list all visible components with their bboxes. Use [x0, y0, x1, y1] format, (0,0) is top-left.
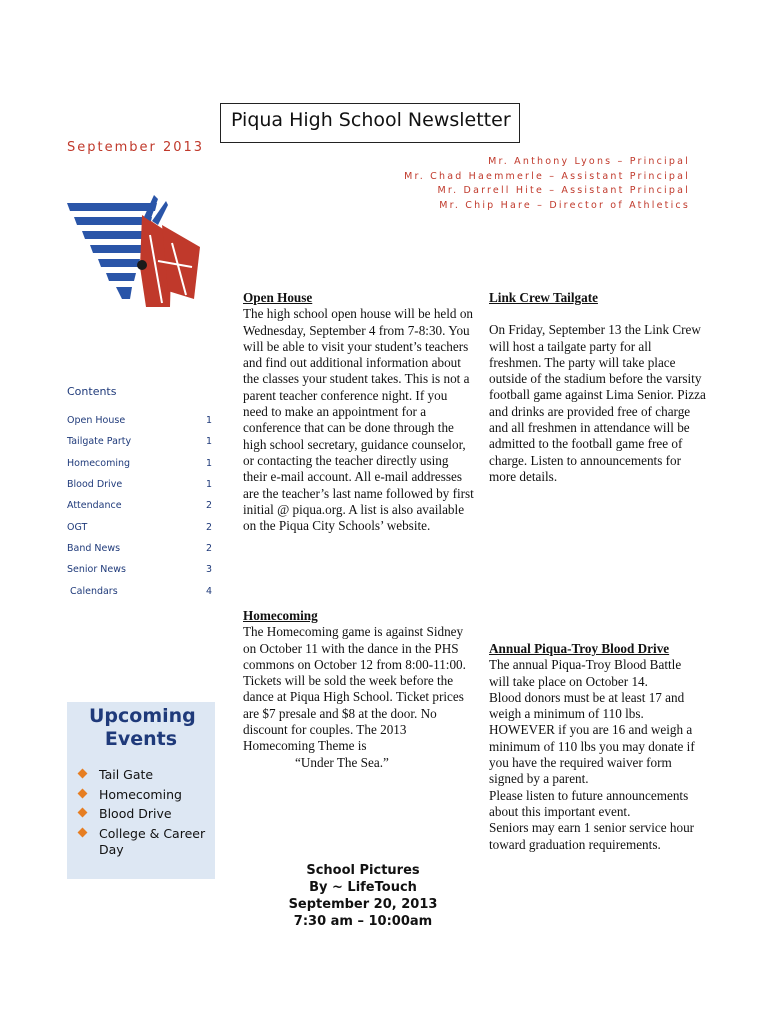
homecoming-heading: Homecoming — [243, 608, 318, 623]
diamond-bullet-icon — [78, 769, 88, 779]
toc-item-label: Attendance — [67, 500, 122, 511]
toc-item[interactable] — [67, 415, 212, 426]
toc-item-page: 1 — [205, 458, 212, 469]
list-item: Homecoming — [79, 787, 215, 803]
toc-item[interactable] — [67, 436, 212, 447]
open-house-heading: Open House — [243, 290, 313, 305]
toc-item[interactable] — [67, 458, 212, 469]
toc-item-page: 2 — [205, 543, 212, 554]
toc-item-page: 3 — [205, 564, 212, 575]
staff-assistant-principal-2: Mr. Darrell Hite – Assistant Principal — [437, 185, 690, 196]
blood-drive-announcement: Please listen to future announcements about this important event. — [489, 787, 689, 819]
toc-item[interactable] — [67, 522, 212, 533]
newsletter-date: September 2013 — [67, 140, 205, 155]
toc-item-label: Tailgate Party — [67, 436, 132, 447]
contents-title: Contents — [67, 385, 117, 398]
diamond-bullet-icon — [78, 827, 88, 837]
blood-drive-eligibility: Blood donors must be at least 17 and weigh a minimum of 110 lbs. HOWEVER if you are 16 and weigh a minimum of 110 lbs you may donate if you have the required waiver form signed by a parent. — [489, 689, 695, 787]
toc-item[interactable] — [67, 564, 212, 575]
staff-list — [404, 155, 690, 213]
toc-item-page: 2 — [205, 500, 212, 511]
toc-item[interactable] — [67, 479, 212, 490]
upcoming-events-panel — [67, 702, 215, 879]
school-pictures-date: September 20, 2013 — [288, 897, 438, 912]
toc-item-page: 1 — [205, 479, 212, 490]
open-house-body: The high school open house will be held on Wednesday, September 4 from 7-8:30. You will be able to visit your student’s teachers and find out additional information about the classes your student takes. This is not a parent teacher conference night. If you need to make an appointment for a conference that can be done through the high school secretary, guidance counselor, or contacting the teacher directly using their e-mail account. All e-mail addresses are the teacher’s last name followed by first initial @ piqua.org. A list is also available on the Piqua City Schools’ website. — [243, 306, 474, 534]
open-house-article — [243, 290, 475, 534]
school-pictures-time: 7:30 am – 10:00am — [293, 914, 433, 929]
toc-item-page: 1 — [205, 415, 212, 426]
toc-item-label: Homecoming — [67, 458, 131, 469]
list-item: College & Career Day — [79, 826, 215, 858]
homecoming-body: The Homecoming game is against Sidney on October 11 with the dance in the PHS commons on October 12 from 8:00-11:00. Tickets will be sold the week before the dance at Piqua High School. Ticket prices are $7 presale and $8 at the door. No discount for couples. The 2013 Homecoming Theme is — [243, 624, 466, 754]
newsletter-title: Piqua High School Newsletter — [220, 103, 520, 143]
school-pictures-vendor: By ~ LifeTouch — [309, 880, 417, 895]
school-pictures-title: School Pictures — [306, 863, 420, 878]
upcoming-events-title: Upcoming Events — [89, 705, 196, 750]
toc-item-label: Open House — [67, 415, 126, 426]
blood-drive-body: The annual Piqua-Troy Blood Battle will take place on October 14. — [489, 657, 682, 689]
staff-athletic-director: Mr. Chip Hare – Director of Athletics — [439, 199, 690, 211]
toc-item-page: 4 — [205, 586, 212, 597]
upcoming-events-list — [79, 767, 215, 861]
toc-item[interactable] — [67, 586, 212, 597]
homecoming-theme: “Under The Sea.” — [295, 754, 389, 770]
blood-drive-article — [489, 641, 703, 853]
toc-item-label: Band News — [67, 543, 121, 554]
toc-item[interactable] — [67, 500, 212, 511]
toc-item-label: Calendars — [70, 586, 118, 597]
blood-drive-heading: Annual Piqua-Troy Blood Drive — [489, 641, 670, 656]
list-item: Blood Drive — [79, 806, 215, 822]
toc-item-page: 2 — [205, 522, 212, 533]
toc-item-label: Senior News — [67, 564, 126, 575]
school-pictures-notice — [278, 862, 448, 930]
diamond-bullet-icon — [78, 788, 88, 798]
toc-item-label: OGT — [67, 522, 88, 533]
staff-principal: Mr. Anthony Lyons – Principal — [488, 156, 690, 167]
toc-item-page: 1 — [205, 436, 212, 447]
toc-item-label: Blood Drive — [67, 479, 123, 490]
blood-drive-service-hour: Seniors may earn 1 senior service hour toward graduation requirements. — [489, 820, 695, 852]
link-crew-article — [489, 290, 707, 485]
homecoming-article — [243, 608, 477, 771]
toc-item[interactable] — [67, 543, 212, 554]
link-crew-body: On Friday, September 13 the Link Crew will host a tailgate party for all freshmen. The party will take place outside of the stadium before the varsity football game against Lima Senior. Pizza and drinks are provided free of charge and all freshmen in attendance will be admitted to the football game free of charge. Listen to announcements for more details. — [489, 322, 706, 484]
list-item: Tail Gate — [79, 767, 215, 783]
diamond-bullet-icon — [78, 808, 88, 818]
staff-assistant-principal-1: Mr. Chad Haemmerle – Assistant Principal — [404, 170, 690, 182]
school-logo-icon — [62, 195, 202, 310]
link-crew-heading: Link Crew Tailgate — [489, 290, 598, 305]
